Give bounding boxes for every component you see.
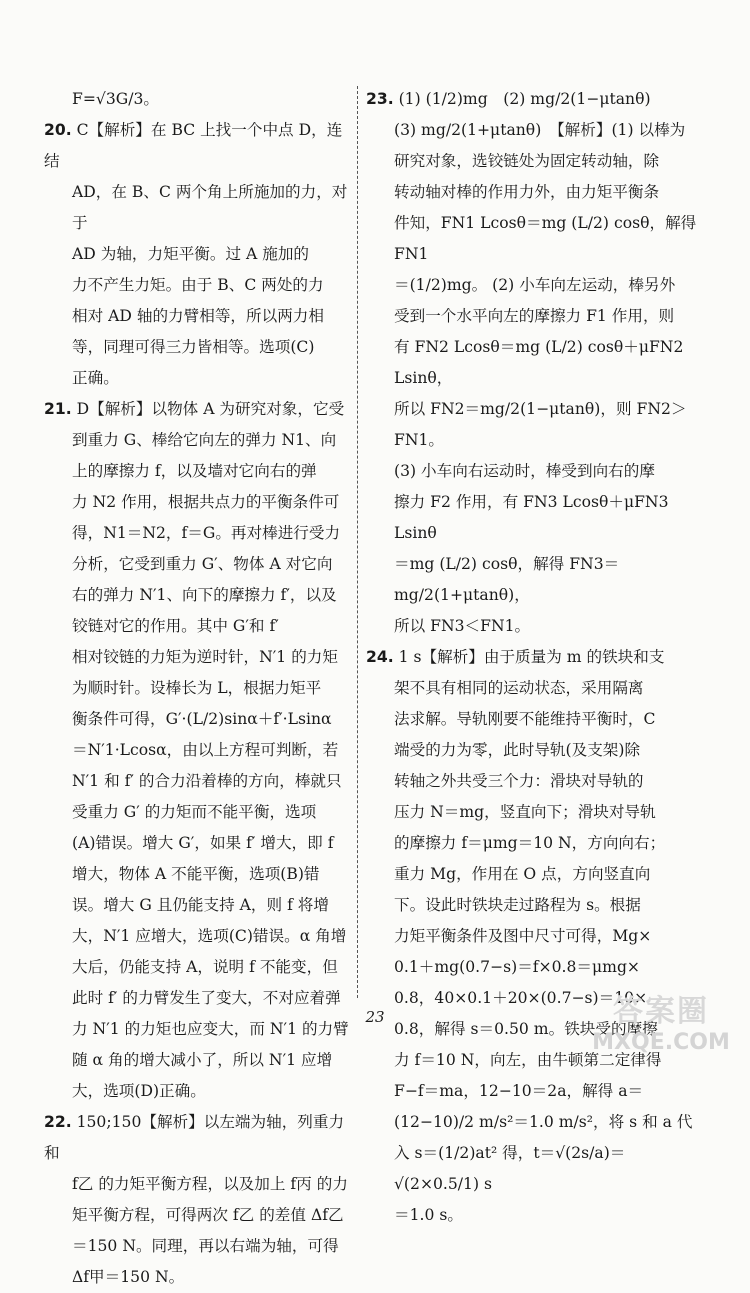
text-line: 为顺时针。设棒长为 L，根据力矩平 [72,679,322,697]
text-line: 右的弹力 N′1、向下的摩擦力 f′，以及 [72,586,337,604]
text-line: 转动轴对棒的作用力外，由力矩平衡条 [394,183,660,201]
text-line: 相对 AD 轴的力臂相等，所以两力相 [72,307,324,325]
text-line: 21. D【解析】以物体 A 为研究对象，它受 [44,400,345,418]
question-number: 20. [44,121,72,139]
text-line: 重力 Mg，作用在 O 点，方向竖直向 [394,865,651,883]
text-line: ＝mg (L/2) cosθ，解得 FN3＝mg/2(1+μtanθ)， [394,555,620,604]
question-number: 21. [44,400,72,418]
text-line: 所以 FN3＜FN1。 [394,617,531,635]
text-line: 研究对象，选铰链处为固定转动轴，除 [394,152,660,170]
text-line: 受到一个水平向左的摩擦力 F1 作用，则 [394,307,675,325]
text-line: ＝N′1·Lcosα，由以上方程可判断，若 [72,741,339,759]
text-line: 0.1＋mg(0.7−s)＝f×0.8＝μmg× [394,958,640,976]
text-line: 随 α 角的增大减小了，所以 N′1 应增 [72,1051,333,1069]
page-number: 23 [365,1008,385,1026]
text-line: 擦力 F2 作用，有 FN3 Lcosθ＋μFN3 Lsinθ [394,493,669,542]
text-line: 等，同理可得三力皆相等。选项(C) [72,338,315,356]
text-line: 24. 1 s【解析】由于质量为 m 的铁块和支 [366,648,665,666]
text-line: 铰链对它的作用。其中 G′和 f′ [72,617,279,635]
answer-23 [366,84,708,642]
text-line: 增大，物体 A 不能平衡，选项(B)错 [72,865,320,883]
answer-24 [366,642,708,1231]
text-line: 的摩擦力 f＝μmg＝10 N，方向向右； [394,834,666,852]
text-line: 力 f＝10 N，向左，由牛顿第二定律得 [394,1051,662,1069]
text-line: 正确。 [72,369,119,387]
column-divider [357,86,358,998]
question-number: 24. [366,648,394,666]
text-line: f乙 的力矩平衡方程，以及加上 f丙 的力 [72,1175,348,1193]
text-line: 0.8，40×0.1＋20×(0.7−s)＝10× [394,989,648,1007]
watermark-bottom-text: MXQE.COM [592,1030,730,1055]
text-line: 压力 N＝mg，竖直向下；滑块对导轨 [394,803,656,821]
text-line: 端受的力为零，此时导轨(及支架)除 [394,741,641,759]
text-line: 相对铰链的力矩为逆时针，N′1 的力矩 [72,648,338,666]
answer-22 [44,1107,350,1293]
text-line: 20. C【解析】在 BC 上找一个中点 D，连结 [44,121,343,170]
text-line: 力 N2 作用，根据共点力的平衡条件可 [72,493,340,511]
text-line: 到重力 G、棒给它向左的弹力 N1、向 [72,431,337,449]
text-line: 衡条件可得，G′·(L/2)sinα＋f′·Lsinα [72,710,332,728]
text-line: ＝(1/2)mg。 (2) 小车向左运动，棒另外 [394,276,676,294]
text-line: AD 为轴，力矩平衡。过 A 施加的 [72,245,310,263]
text-line: 矩平衡方程，可得两次 f乙 的差值 Δf乙 [72,1206,344,1224]
text-line: 件知，FN1 Lcosθ＝mg (L/2) cosθ，解得 FN1 [394,214,697,263]
text-line: (3) 小车向右运动时，棒受到向右的摩 [394,462,655,480]
text-line: F=√3G/3。 [72,90,159,108]
text-line: AD，在 B、C 两个角上所施加的力，对于 [72,183,348,232]
watermark-logo [586,986,736,1056]
text-line: 大，N′1 应增大，选项(C)错误。α 角增 [72,927,347,945]
watermark-top-text: 答案圈 [613,994,709,1029]
text-line: Δf甲＝150 N。 [72,1268,185,1286]
text-line: 力不产生力矩。由于 B、C 两处的力 [72,276,324,294]
text-line: 23. (1) (1/2)mg (2) mg/2(1−μtanθ) [366,90,651,108]
text-line: 此时 f′ 的力臂发生了变大，不对应着弹 [72,989,341,1007]
text-line: 法求解。导轨刚要不能维持平衡时，C [394,710,656,728]
text-line: 下。设此时铁块走过路程为 s。根据 [394,896,641,914]
text-line: 架不具有相同的运动状态，采用隔离 [394,679,644,697]
text-line: 受重力 G′ 的力矩而不能平衡，选项 [72,803,317,821]
text-line: 转轴之外共受三个力：滑块对导轨的 [394,772,644,790]
text-line: 得，N1＝N2，f＝G。再对棒进行受力 [72,524,341,542]
text-line: 有 FN2 Lcosθ＝mg (L/2) cosθ＋μFN2 Lsinθ， [394,338,684,387]
text-line: F−f＝ma，12−10＝2a，解得 a＝ [394,1082,644,1100]
text-line: ＝150 N。同理，再以右端为轴，可得 [72,1237,339,1255]
text-line: 分析，它受到重力 G′、物体 A 对它向 [72,555,333,573]
question-number: 22. [44,1113,72,1131]
text-line: 0.8，解得 s＝0.50 m。铁块受的摩擦 [394,1020,658,1038]
right-column [366,84,708,1231]
text-line: 误。增大 G 且仍能支持 A，则 f 将增 [72,896,329,914]
text-line: 力 N′1 的力矩也应变大，而 N′1 的力臂 [72,1020,349,1038]
answer-21 [44,394,350,1107]
text-line: 所以 FN2＝mg/2(1−μtanθ)，则 FN2＞FN1。 [394,400,687,449]
question-number: 23. [366,90,394,108]
left-column [44,84,350,1293]
text-line: 上的摩擦力 f，以及墙对它向右的弹 [72,462,317,480]
text-line: 大，选项(D)正确。 [72,1082,206,1100]
text-line: (A)错误。增大 G′，如果 f′ 增大，即 f [72,834,334,852]
text-line: (3) mg/2(1+μtanθ) 【解析】(1) 以棒为 [394,121,686,139]
text-line: 大后，仍能支持 A，说明 f 不能变，但 [72,958,338,976]
answer-19-tail [44,84,350,115]
text-line: N′1 和 f′ 的合力沿着棒的方向，棒就只 [72,772,342,790]
text-line: 力矩平衡条件及图中尺寸可得，Mg× [394,927,652,945]
answer-20 [44,115,350,394]
text-line: ＝1.0 s。 [394,1206,463,1224]
text-line: 22. 150;150【解析】以左端为轴，列重力和 [44,1113,345,1162]
text-line: 入 s＝(1/2)at² 得，t＝√(2s/a)＝√(2×0.5/1) s [394,1144,626,1193]
text-line: (12−10)/2 m/s²＝1.0 m/s²，将 s 和 a 代 [394,1113,693,1131]
